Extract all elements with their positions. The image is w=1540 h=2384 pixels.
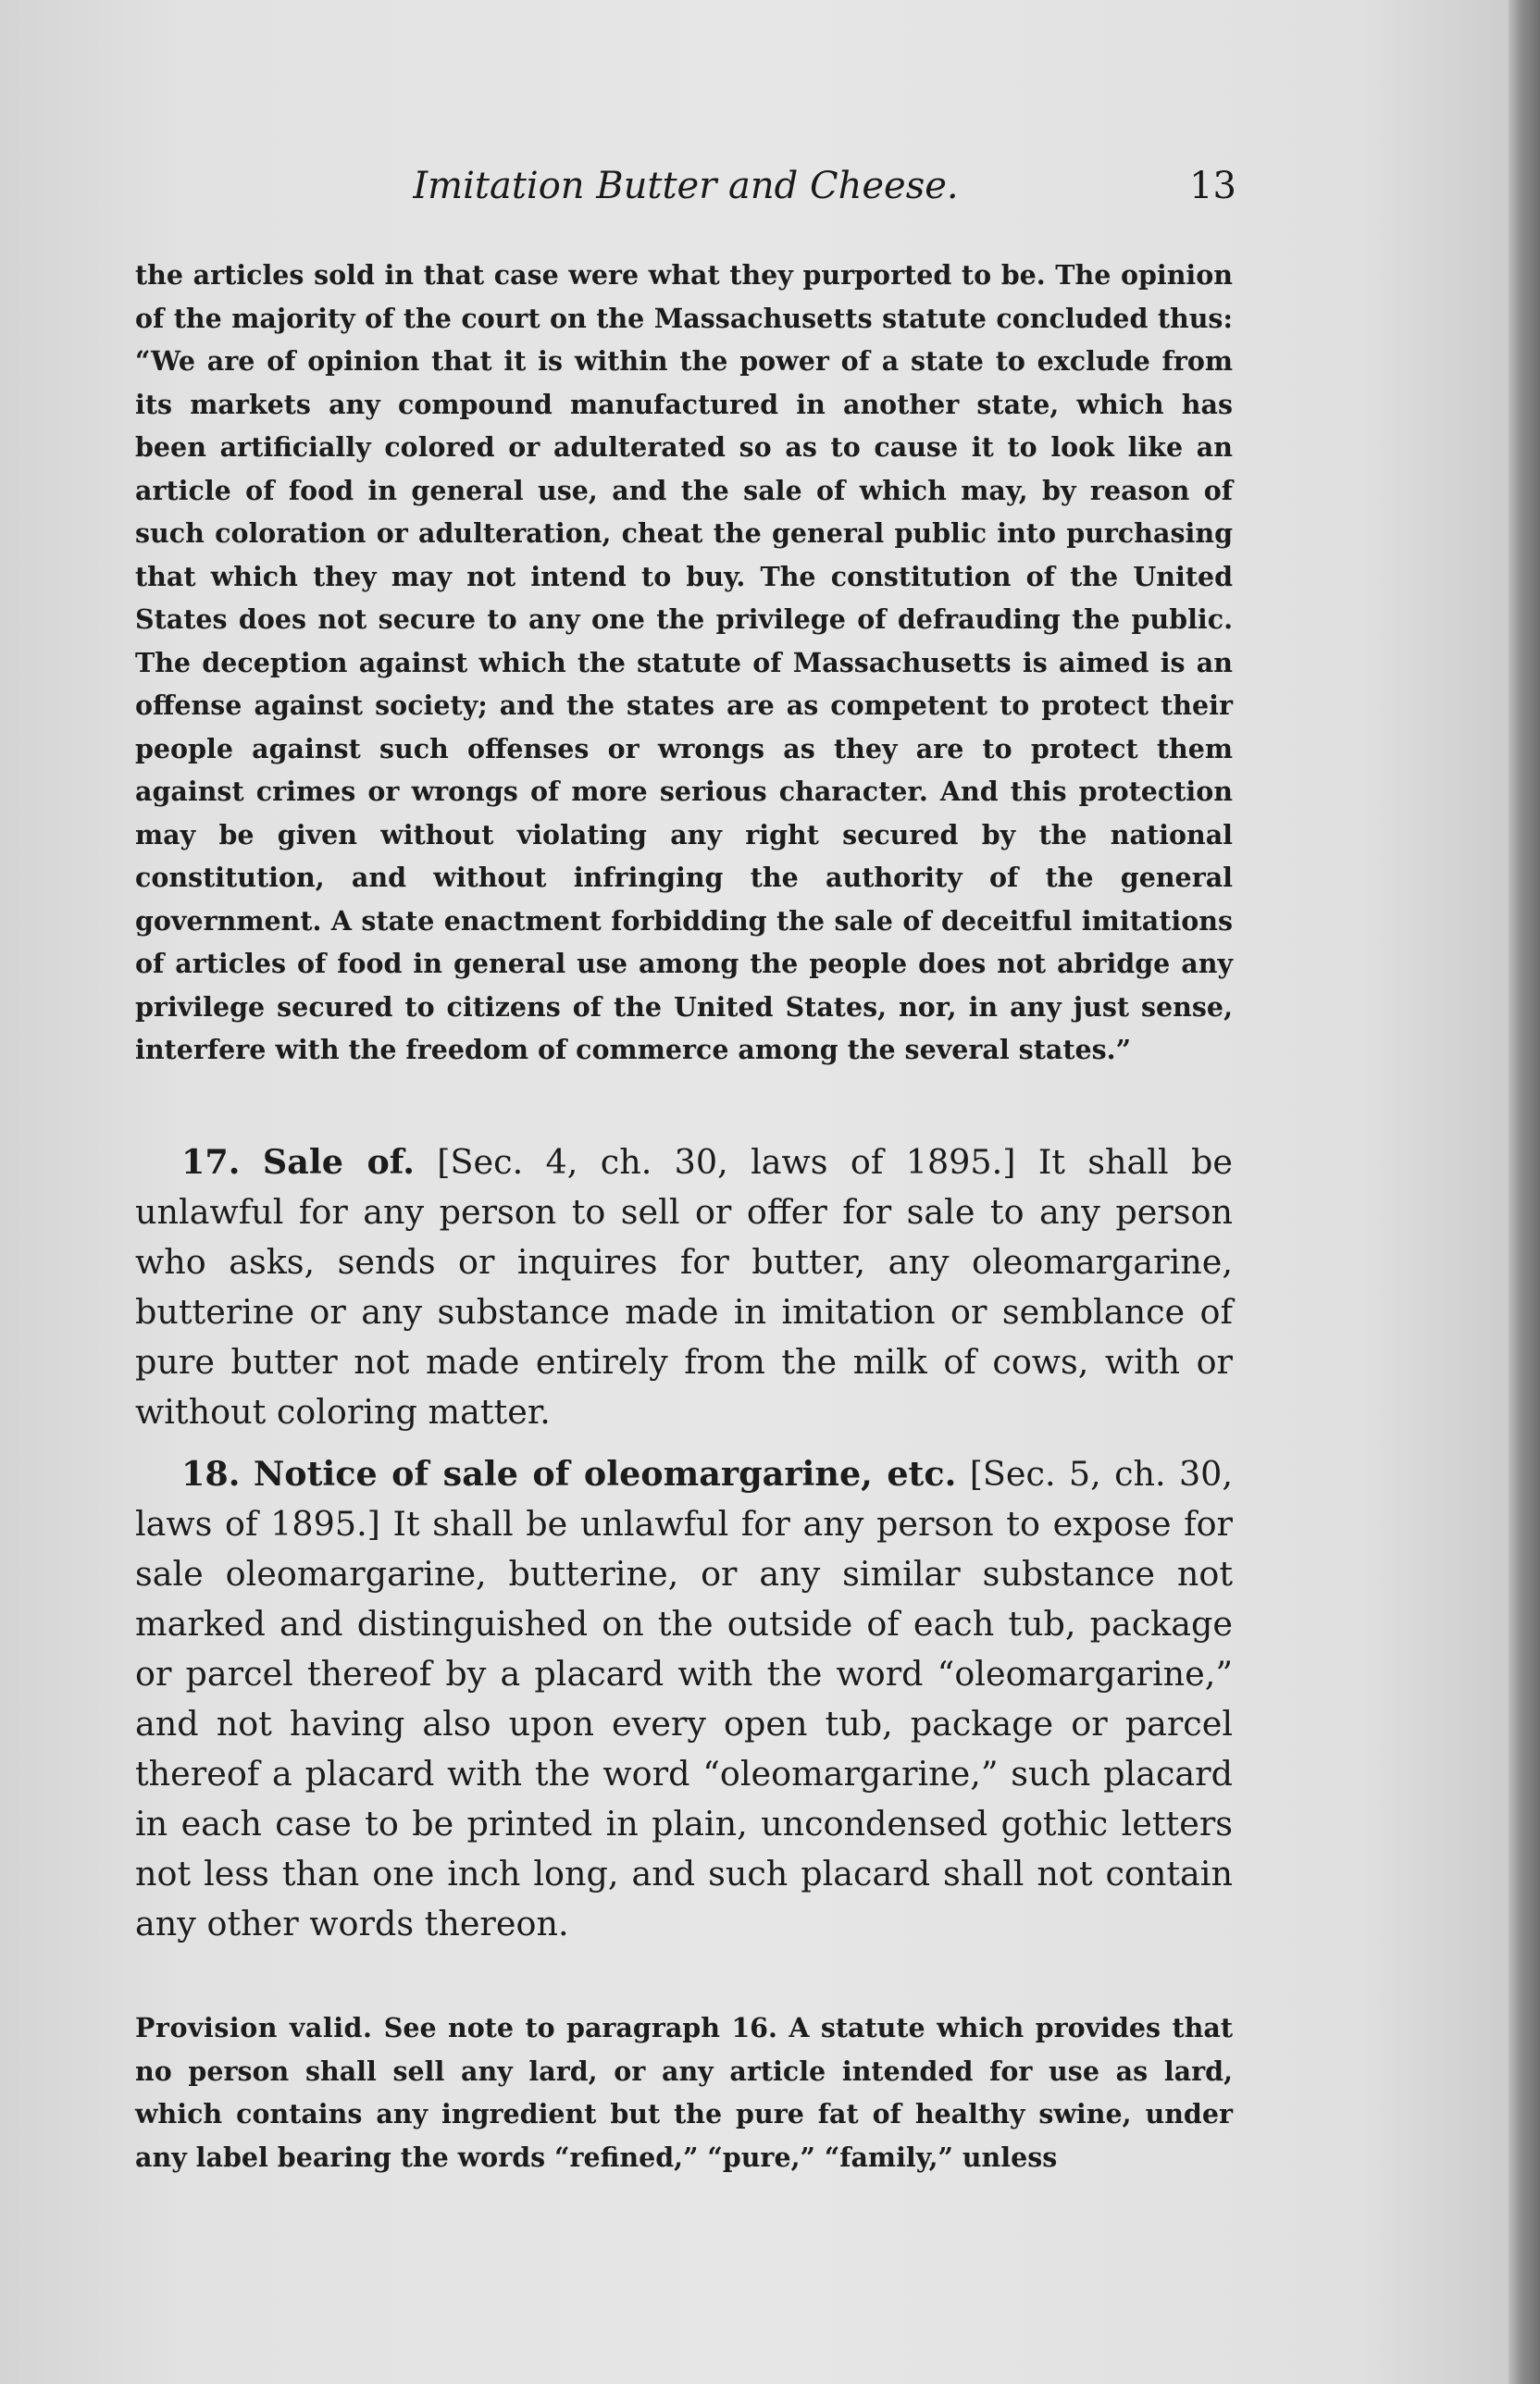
section-18-heading: Notice of sale of oleomargarine, etc. <box>253 1454 957 1494</box>
section-17-number: 17. <box>181 1142 241 1182</box>
court-opinion-note: the articles sold in that case were what they purported to be. The opinion of the majority of the court on the Massachusetts statute concluded thus: “We are of opinion that it is within the power of a state to exclude from its markets any compound manufactured in another state, which has been artificially colored or adulterated so as to cause it to look like an article of food in general use, and the sale of which may, by reason of such coloration or adulteration, cheat the general public into purchasing that which they may not intend to buy. The constitution of the United States does not secure to any one the privilege of defrauding the public. The deception against which the statute of Massachusetts is aimed is an offense against society; and the states are as competent to protect their people against such offenses or wrongs as they are to protect them against crimes or wrongs of more serious character. And this protection may be given without violating any right secured by the national constitution, and without infringing the authority of the general government. A state enactment forbidding the sale of deceitful imitations of articles of food in general use among the people does not abridge any privilege secured to citizens of the United States, nor, in any just sense, interfere with the freedom of commerce among the several states.” <box>135 259 1233 1065</box>
page-number: 13 <box>1189 165 1236 207</box>
running-head <box>135 165 1236 220</box>
provision-valid-lead: Provision valid. <box>135 2012 373 2043</box>
section-17 <box>135 1137 1233 1437</box>
provision-valid-text: See note to paragraph 16. A statute which provides that no person shall sell any lard, or any article intended for use as lard, which contains any ingredient but the pure fat of healthy swine, under any label bearing the words “refined,” “pure,” “family,” unless <box>135 2012 1233 2173</box>
section-17-heading: Sale of. <box>262 1142 415 1182</box>
section-18 <box>135 1449 1233 1949</box>
section-18-number: 18. <box>181 1454 241 1494</box>
running-title: Imitation Butter and Cheese. <box>413 165 959 207</box>
section-18-body: [Sec. 5, ch. 30, laws of 1895.] It shall be unlawful for any person to expose for sale oleomargarine, butterine, or any similar substance not marked and distinguished on the outside of each tub, package or parcel thereof by a placard with the word “oleomargarine,” and not having also upon every open tub, package or parcel thereof a placard with the word “oleomargarine,” such placard in each case to be printed in plain, uncondensed gothic letters not less than one inch long, and such placard shall not contain any other words thereon. <box>135 1454 1234 1943</box>
section-17-body: [Sec. 4, ch. 30, laws of 1895.] It shall be unlawful for any person to sell or offer for sale to any person who asks, sends or inquires for butter, any oleomargarine, butterine or any substance made in imitation or semblance of pure butter not made entirely from the milk of cows, with or without coloring matter. <box>135 1142 1233 1432</box>
provision-valid-note <box>135 2006 1233 2179</box>
page-edge-shadow <box>1509 0 1540 2384</box>
